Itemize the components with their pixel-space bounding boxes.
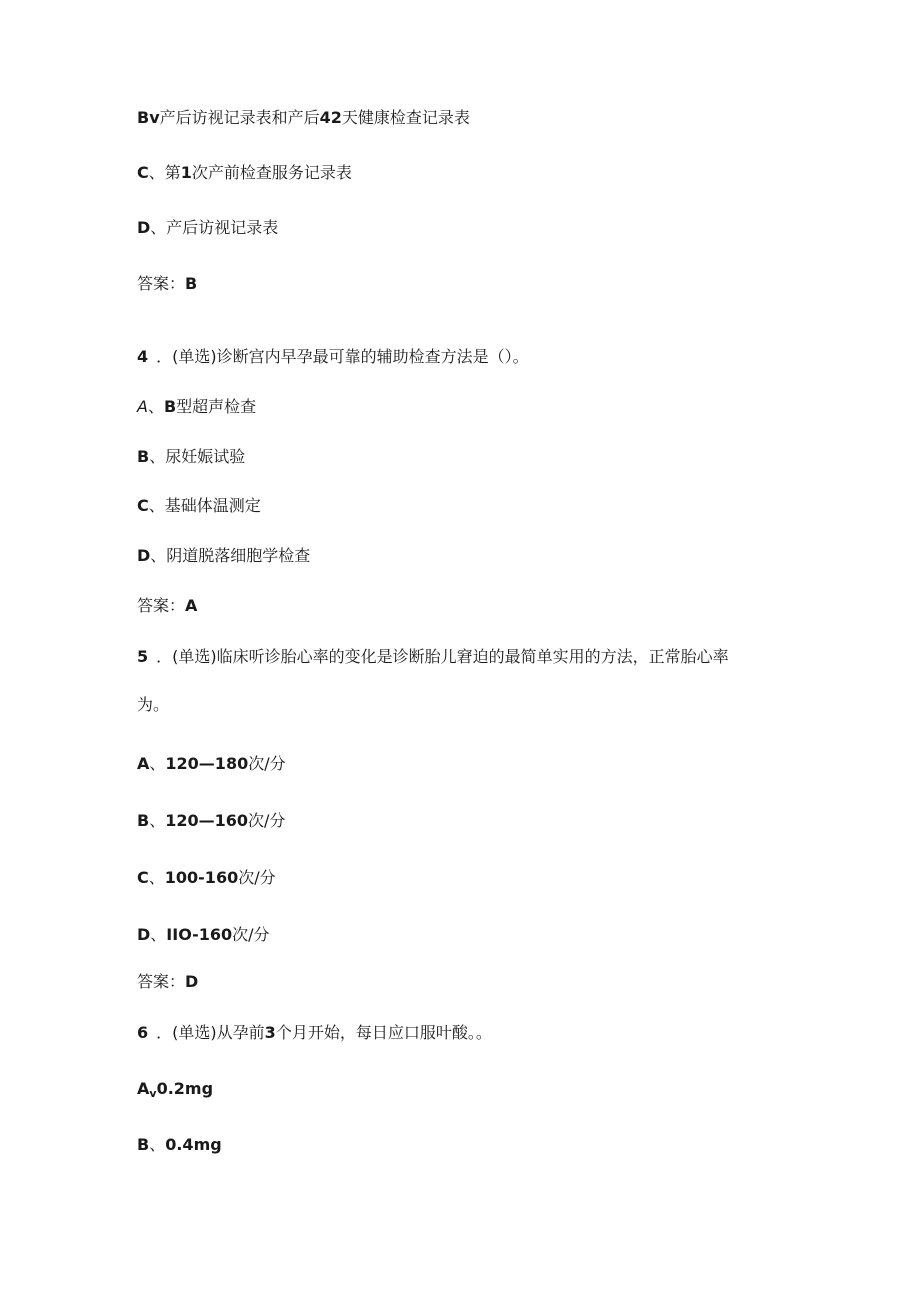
q3-answer	[137, 273, 197, 295]
q5-option-b	[137, 810, 285, 832]
q4-option-a	[137, 396, 256, 418]
q5-stem-line2: 为。	[137, 695, 170, 714]
q3-answer-label: 答案：	[137, 274, 186, 293]
q3-option-d	[137, 217, 278, 239]
q5-option-c-unit: 次/分	[238, 868, 276, 887]
q3-answer-value: B	[185, 274, 198, 293]
q4-stem	[137, 346, 529, 368]
q4-option-b	[137, 446, 245, 468]
q4-option-c-sep: 、	[148, 496, 165, 515]
q3-option-c-rest: 次产前检查服务记录表	[191, 163, 352, 182]
q5-type: (单选)	[172, 647, 217, 666]
q6-number: 6	[137, 1023, 149, 1042]
q5-option-a-key: A	[137, 754, 150, 773]
q3-option-c-pre: 第	[164, 163, 181, 182]
q3-option-b-text: 产后访视记录表和产后	[159, 108, 320, 127]
q3-option-c-key: C	[137, 163, 149, 182]
q4-option-a-key: A	[137, 397, 148, 416]
q3-option-b-key: Bv	[137, 108, 160, 127]
q4-answer	[137, 595, 197, 617]
q5-dot: ．	[156, 647, 173, 666]
q6-option-b-sep: 、	[149, 1135, 166, 1154]
q5-option-c	[137, 867, 276, 889]
q6-option-b-value: 0.4mg	[165, 1135, 222, 1154]
q6-stem-num: 3	[264, 1023, 276, 1042]
q4-answer-label: 答案：	[137, 596, 186, 615]
q3-option-d-key: D	[137, 218, 151, 237]
q5-option-c-key: C	[137, 868, 149, 887]
q3-option-b-num: 42	[319, 108, 342, 127]
q5-option-c-range: 100-160	[164, 868, 239, 887]
q4-dot: ．	[156, 347, 173, 366]
q5-stem	[137, 646, 729, 668]
q6-option-a-value: 0.2mg	[156, 1079, 214, 1098]
q6-option-b-key: B	[137, 1135, 150, 1154]
q4-option-b-text: 尿妊娠试验	[165, 447, 246, 466]
q5-stem-continued	[137, 694, 169, 716]
q3-option-d-sep: 、	[150, 218, 167, 237]
q6-option-a-sep: v	[149, 1087, 157, 1100]
q6-type: (单选)	[172, 1023, 217, 1042]
q4-number: 4	[137, 347, 149, 366]
q5-option-a-range: 120—180	[165, 754, 249, 773]
q4-option-c-key: C	[137, 496, 149, 515]
q4-type: (单选)	[172, 347, 217, 366]
q5-option-d-unit: 次/分	[232, 925, 270, 944]
q5-option-d	[137, 924, 270, 946]
q3-option-c-sep: 、	[148, 163, 165, 182]
q4-option-d-key: D	[137, 546, 151, 565]
q4-option-b-key: B	[137, 447, 150, 466]
q4-option-a-text: 型超声检查	[176, 397, 257, 416]
q3-option-c	[137, 162, 352, 184]
q4-answer-value: A	[185, 596, 198, 615]
q5-number: 5	[137, 647, 149, 666]
q5-option-a-sep: 、	[149, 754, 166, 773]
q4-option-a-sep: 、	[147, 397, 164, 416]
q5-option-a-unit: 次/分	[248, 754, 286, 773]
q6-option-b	[137, 1134, 222, 1156]
q5-option-d-sep: 、	[150, 925, 167, 944]
q6-stem-pre: 从孕前	[216, 1023, 265, 1042]
q6-stem-rest: 个月开始，每日应口服叶酸。。	[275, 1023, 492, 1042]
q4-option-c-text: 基础体温测定	[164, 496, 261, 515]
q4-option-c	[137, 495, 261, 517]
q5-answer-value: D	[185, 972, 199, 991]
q5-answer	[137, 971, 198, 993]
q3-option-d-text: 产后访视记录表	[166, 218, 279, 237]
q6-stem	[137, 1022, 492, 1044]
q6-dot: ．	[156, 1023, 173, 1042]
q5-option-b-sep: 、	[149, 811, 166, 830]
q6-option-a-key: A	[137, 1079, 150, 1098]
q6-option-a	[137, 1078, 213, 1105]
q5-stem-line1: 临床听诊胎心率的变化是诊断胎儿窘迫的最简单实用的方法，正常胎心率	[216, 647, 729, 666]
q3-option-b-rest: 天健康检查记录表	[341, 108, 470, 127]
q5-option-b-range: 120—160	[165, 811, 249, 830]
q3-option-b	[137, 107, 470, 129]
q5-option-c-sep: 、	[148, 868, 165, 887]
q4-option-b-sep: 、	[149, 447, 166, 466]
q4-option-d-sep: 、	[150, 546, 167, 565]
q3-option-c-num: 1	[180, 163, 192, 182]
q5-option-b-unit: 次/分	[248, 811, 286, 830]
q4-option-a-lead: B	[163, 397, 177, 416]
q4-option-d-text: 阴道脱落细胞学检查	[166, 546, 311, 565]
q5-option-d-range: IIO-160	[166, 925, 233, 944]
q5-answer-label: 答案：	[137, 972, 186, 991]
q4-option-d	[137, 545, 310, 567]
q5-option-d-key: D	[137, 925, 151, 944]
q5-option-b-key: B	[137, 811, 150, 830]
q5-option-a	[137, 753, 286, 775]
q4-stem-text: 诊断宫内早孕最可靠的辅助检查方法是（）。	[216, 347, 529, 366]
